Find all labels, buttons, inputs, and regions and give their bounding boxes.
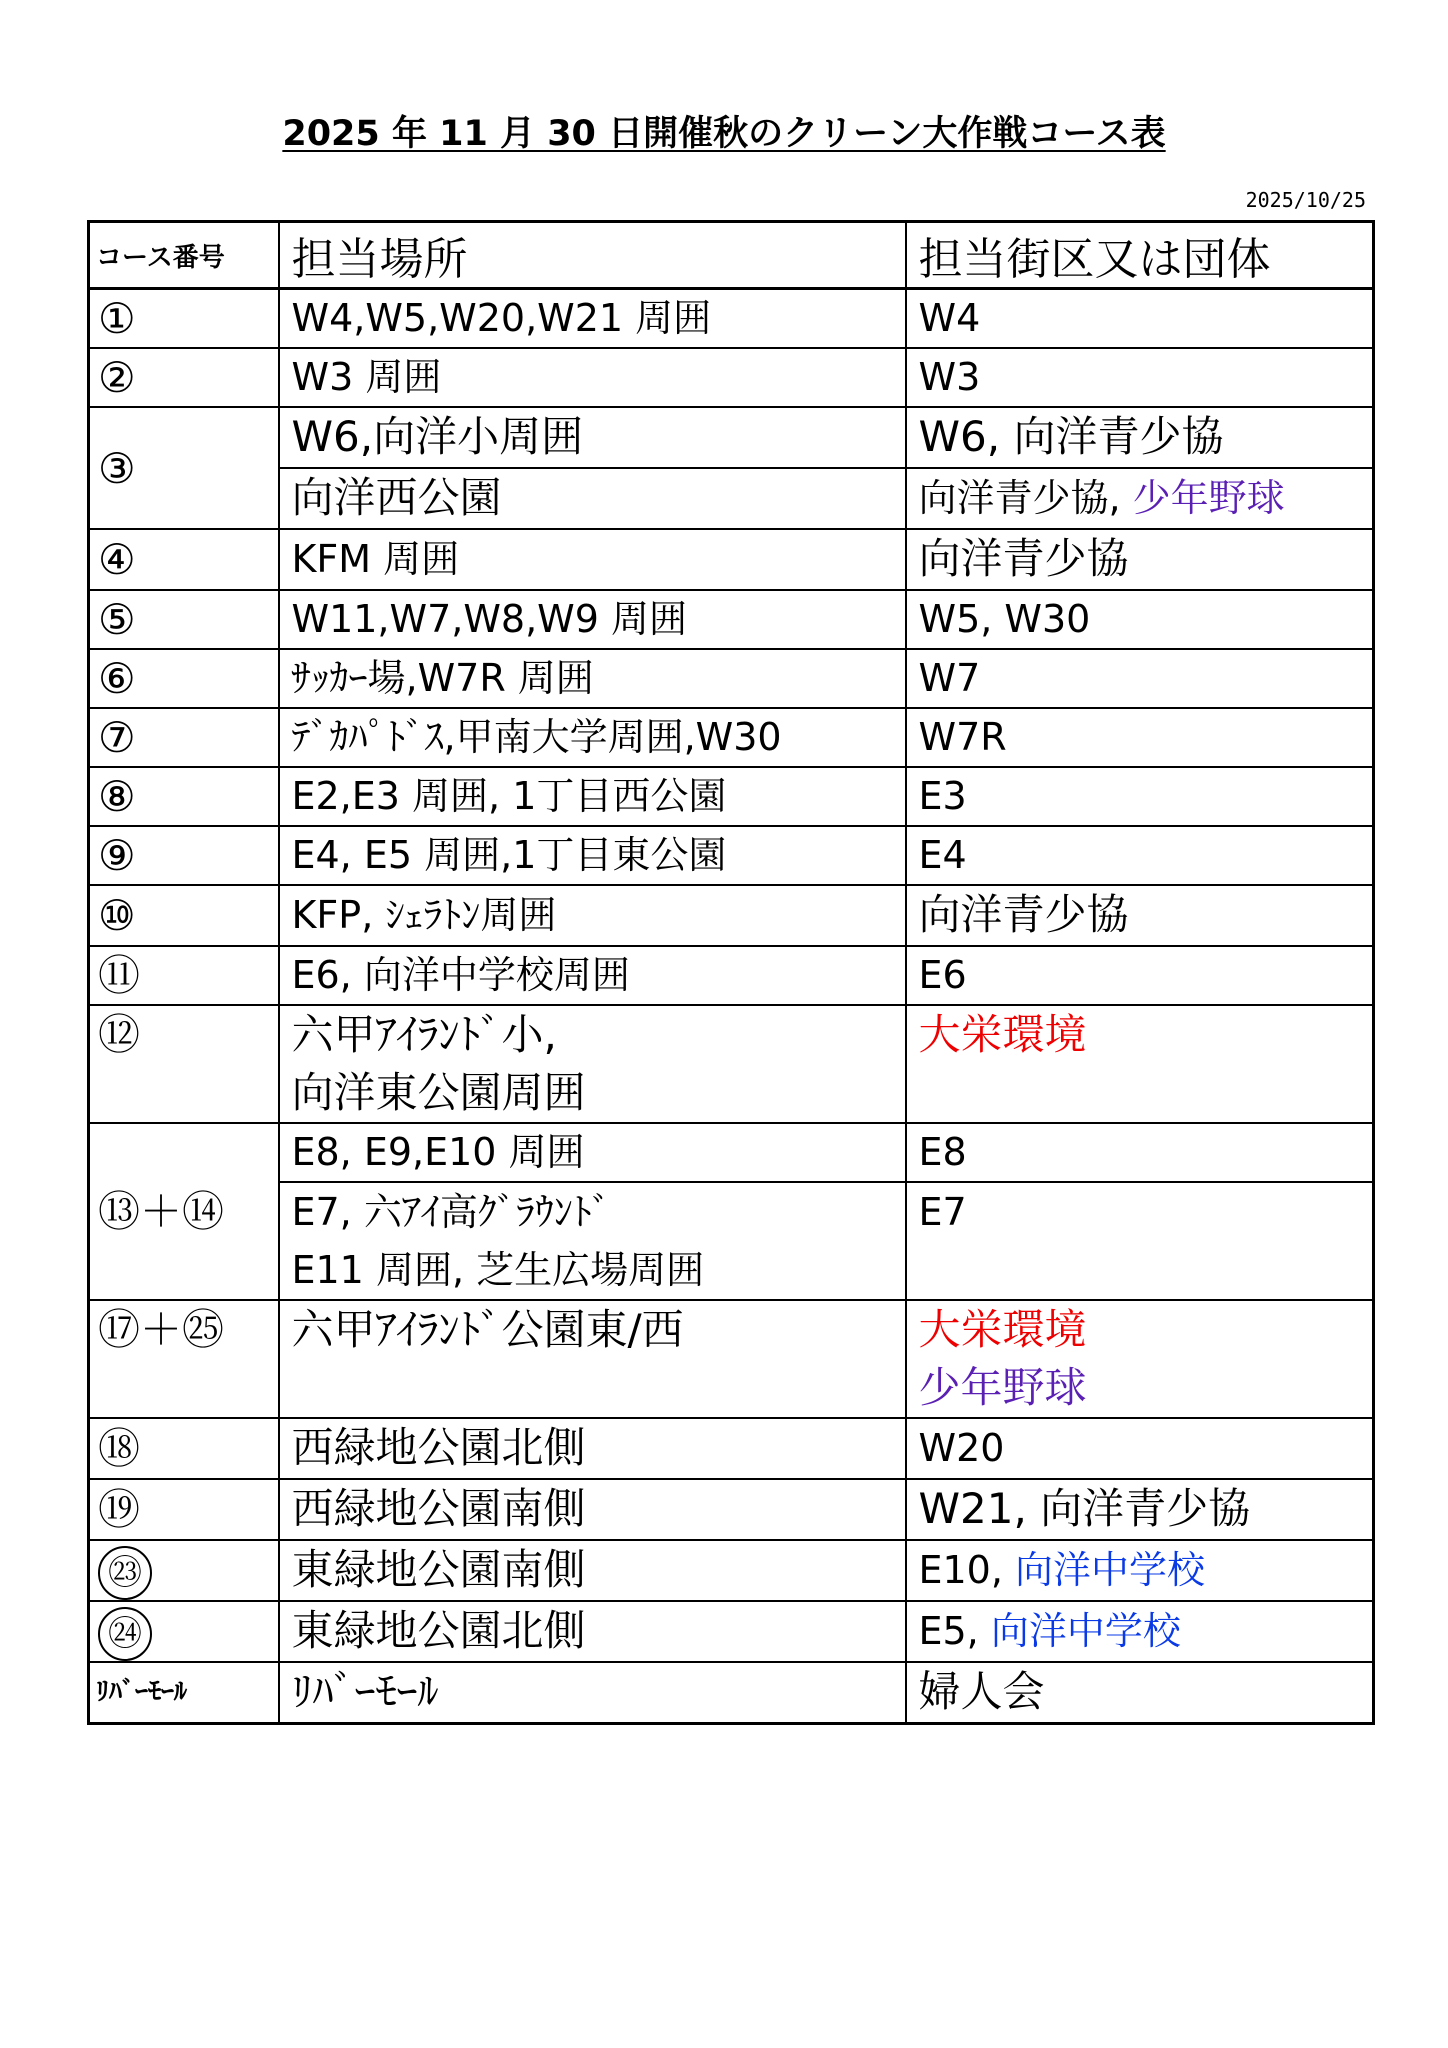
- table-row: [89, 1300, 1374, 1418]
- location-cell: E2,E3 周囲, 1丁目西公園: [279, 767, 906, 826]
- table-row: [89, 468, 1374, 529]
- course-number: [89, 1601, 279, 1662]
- location-cell: [279, 1662, 906, 1724]
- district-cell: [906, 885, 1374, 946]
- course-number: ④: [89, 529, 279, 590]
- district-text: 向洋青少協: [918, 890, 1129, 939]
- district-cell: W4: [906, 289, 1374, 349]
- table-row: [89, 649, 1374, 708]
- location-text: 西緑地公園北側: [291, 1423, 586, 1472]
- course-number: [89, 1540, 279, 1601]
- district-cell: [906, 468, 1374, 529]
- location-line: 六甲ｱｲﾗﾝﾄﾞ公園東/西: [291, 1305, 684, 1354]
- district-text: W21, 向洋青少協: [918, 1484, 1251, 1533]
- page-title: 2025 年 11 月 30 日開催秋のクリーン大作戦コース表: [282, 114, 1166, 154]
- location-cell: [279, 1182, 906, 1300]
- district-highlight-junior-high: 向洋中学校: [990, 1609, 1181, 1653]
- location-line: E11 周囲, 芝生広場周囲: [291, 1248, 705, 1292]
- document-date: 2025/10/25: [1245, 188, 1366, 212]
- table-row: [89, 885, 1374, 946]
- district-text: 婦人会: [918, 1667, 1045, 1716]
- table-row: [89, 1540, 1374, 1601]
- header-course-no: コース番号: [89, 222, 279, 289]
- location-cell: E6, 向洋中学校周囲: [279, 946, 906, 1005]
- district-cell: W7: [906, 649, 1374, 708]
- location-text: ﾘﾊﾞｰﾓｰﾙ: [291, 1667, 439, 1716]
- district-cell: [906, 1479, 1374, 1540]
- table-row: [89, 348, 1374, 407]
- course-table: [87, 220, 1375, 1725]
- district-cell: W3: [906, 348, 1374, 407]
- table-header-row: [89, 222, 1374, 289]
- header-location: 担当場所: [279, 222, 906, 289]
- table-row: [89, 529, 1374, 590]
- district-highlight-junior-high: 向洋中学校: [1015, 1548, 1206, 1592]
- district-cell: [906, 529, 1374, 590]
- course-number: ⑪: [89, 946, 279, 1005]
- district-text: E10,: [918, 1548, 1016, 1592]
- district-cell: E6: [906, 946, 1374, 1005]
- location-cell: W3 周囲: [279, 348, 906, 407]
- course-number: ③: [89, 407, 279, 529]
- course-number: ⑩: [89, 885, 279, 946]
- district-cell: [906, 1540, 1374, 1601]
- table-row: [89, 1479, 1374, 1540]
- location-text: 東緑地公園南側: [291, 1545, 586, 1594]
- location-cell: ﾃﾞｶﾊﾟﾄﾞｽ,甲南大学周囲,W30: [279, 708, 906, 767]
- district-text: E5,: [918, 1609, 991, 1653]
- table-row: [89, 1662, 1374, 1724]
- location-line: 六甲ｱｲﾗﾝﾄﾞ小,: [291, 1010, 557, 1059]
- course-number-circled: ㉓: [98, 1546, 152, 1600]
- table-row: [89, 1418, 1374, 1479]
- location-cell: E4, E5 周囲,1丁目東公園: [279, 826, 906, 885]
- location-cell: [279, 1005, 906, 1123]
- district-text: 向洋青少協,: [918, 476, 1133, 520]
- table-row: [89, 289, 1374, 349]
- district-highlight-daiei: 大栄環境: [918, 1010, 1087, 1059]
- course-number: ⑬＋⑭: [89, 1123, 279, 1300]
- table-row: [89, 1601, 1374, 1662]
- district-highlight-daiei: 大栄環境: [918, 1305, 1087, 1354]
- district-text: 向洋青少協: [918, 534, 1129, 583]
- course-number-circled: ㉔: [98, 1607, 152, 1661]
- location-cell: [279, 1300, 906, 1418]
- district-cell: E3: [906, 767, 1374, 826]
- table-row: [89, 1182, 1374, 1300]
- district-cell: [906, 1300, 1374, 1418]
- district-cell: W7R: [906, 708, 1374, 767]
- course-number: ②: [89, 348, 279, 407]
- district-cell: [906, 1662, 1374, 1724]
- table-row: [89, 826, 1374, 885]
- course-number: ①: [89, 289, 279, 349]
- table-row: [89, 1123, 1374, 1182]
- course-number: ⑦: [89, 708, 279, 767]
- district-cell: [906, 1005, 1374, 1123]
- location-text: 向洋西公園: [291, 473, 502, 522]
- table-row: [89, 708, 1374, 767]
- table-row: [89, 407, 1374, 468]
- location-text: W6,向洋小周囲: [291, 412, 584, 461]
- location-cell: KFP, ｼｪﾗﾄﾝ周囲: [279, 885, 906, 946]
- district-cell: [906, 1182, 1374, 1300]
- location-cell: [279, 1479, 906, 1540]
- location-text: 西緑地公園南側: [291, 1484, 586, 1533]
- location-line: E7, 六ｱｲ高ｸﾞﾗｳﾝﾄﾞ: [291, 1190, 611, 1234]
- table-row: [89, 590, 1374, 649]
- course-number: ⑫: [89, 1005, 279, 1123]
- district-text: W6, 向洋青少協: [918, 412, 1224, 461]
- district-cell: E8: [906, 1123, 1374, 1182]
- location-cell: W11,W7,W8,W9 周囲: [279, 590, 906, 649]
- course-number: ⑧: [89, 767, 279, 826]
- district-cell: W20: [906, 1418, 1374, 1479]
- course-number: ⑤: [89, 590, 279, 649]
- location-cell: [279, 1540, 906, 1601]
- course-number-text: ⑰＋㉕: [98, 1305, 225, 1354]
- location-text: 東緑地公園北側: [291, 1606, 586, 1655]
- district-highlight-youth-baseball: 少年野球: [918, 1363, 1087, 1412]
- location-cell: KFM 周囲: [279, 529, 906, 590]
- district-cell: [906, 1601, 1374, 1662]
- table-row: [89, 767, 1374, 826]
- district-highlight-youth-baseball: 少年野球: [1132, 476, 1285, 520]
- district-text: E7: [918, 1190, 967, 1234]
- district-cell: E4: [906, 826, 1374, 885]
- location-cell: [279, 1418, 906, 1479]
- course-number: ⑨: [89, 826, 279, 885]
- location-cell: ｻｯｶｰ場,W7R 周囲: [279, 649, 906, 708]
- district-cell: W5, W30: [906, 590, 1374, 649]
- header-district: 担当街区又は団体: [906, 222, 1374, 289]
- course-number: ﾘﾊﾞｰﾓｰﾙ: [89, 1662, 279, 1724]
- table-row: [89, 1005, 1374, 1123]
- course-number: ⑥: [89, 649, 279, 708]
- district-cell: [906, 407, 1374, 468]
- course-number: ⑱: [89, 1418, 279, 1479]
- location-line: 向洋東公園周囲: [291, 1068, 586, 1117]
- location-cell: [279, 407, 906, 468]
- location-cell: [279, 468, 906, 529]
- location-cell: W4,W5,W20,W21 周囲: [279, 289, 906, 349]
- course-number: [89, 1300, 279, 1418]
- location-cell: [279, 1601, 906, 1662]
- table-row: [89, 946, 1374, 1005]
- course-number: ⑲: [89, 1479, 279, 1540]
- location-cell: E8, E9,E10 周囲: [279, 1123, 906, 1182]
